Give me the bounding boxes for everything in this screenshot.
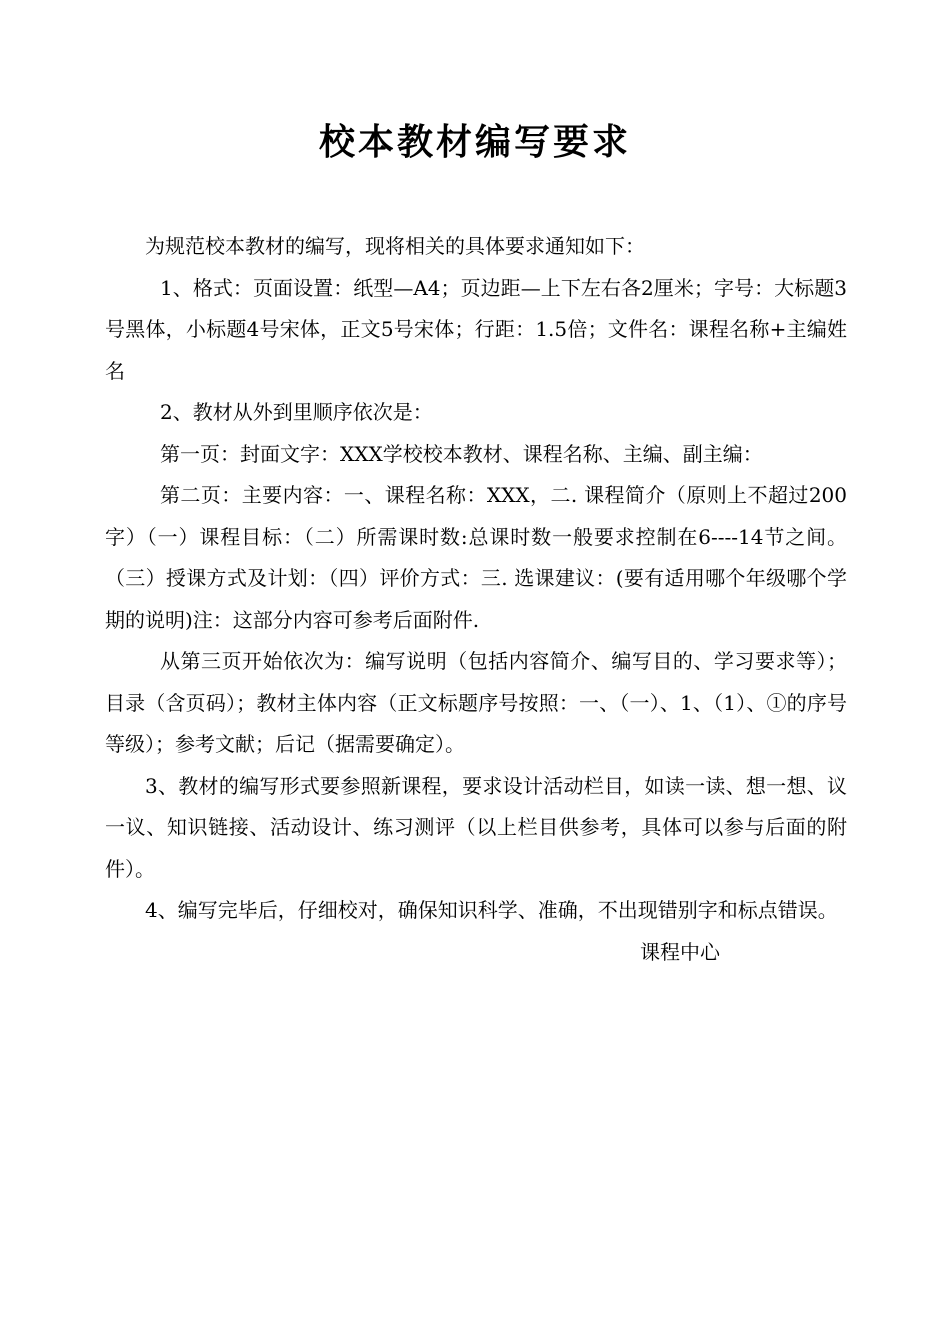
document-title: 校本教材编写要求 <box>318 122 631 163</box>
intro-paragraph: 为规范校本教材的编写，现将相关的具体要求通知如下： <box>145 234 645 258</box>
page-one-paragraph: 第一页：封面文字：XXX学校校本教材、课程名称、主编、副主编： <box>160 441 763 466</box>
format-requirements-paragraph: 1、格式：页面设置：纸型—A4；页边距—上下左右各2厘米；字号：大标题3号黑体，小标题4号宋体，正文5号宋体；行距：1.5倍；文件名：课程名称+主编姓名 <box>105 275 847 383</box>
order-heading-paragraph: 2、教材从外到里顺序依次是： <box>160 400 433 424</box>
document-body <box>105 226 847 973</box>
page-three-paragraph: 从第三页开始依次为：编写说明（包括内容简介、编写目的、学习要求等）；目录（含页码）；教材主体内容（正文标题序号按照：一、（一）、1、（1）、①的序号等级）；参考文献；后记（据需要确定）。 <box>105 649 847 756</box>
proofreading-paragraph: 4、编写完毕后，仔细校对，确保知识科学、准确，不出现错别字和标点错误。 <box>145 898 838 922</box>
format-style-paragraph: 3、教材的编写形式要参照新课程，要求设计活动栏目，如读一读、想一想、议一议、知识链接、活动设计、练习测评（以上栏目供参考，具体可以参与后面的附件）。 <box>105 773 847 881</box>
page-two-paragraph: 第二页：主要内容：一、课程名称：XXX，二. 课程简介（原则上不超过200字）（一）课程目标：（二）所需课时数:总课时数一般要求控制在6----14节之间。（三）授课方式及计划：（四）评价方式：三. 选课建议：(要有适用哪个年级哪个学期的说明)注：这部分内容可参考后面附件. <box>105 483 847 632</box>
signature: 课程中心 <box>640 939 720 964</box>
